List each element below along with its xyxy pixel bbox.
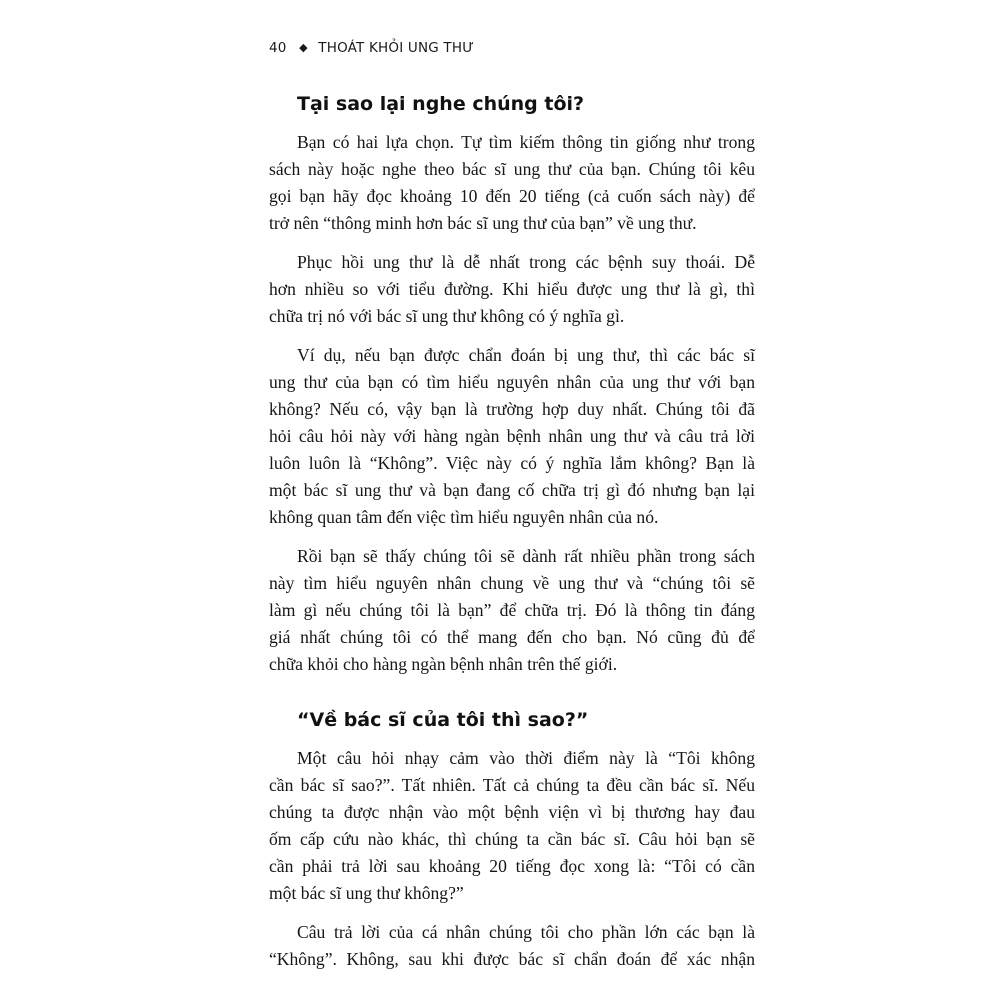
paragraph-line: Rồi bạn sẽ thấy chúng tôi sẽ dành rất nhiều phần trong sách: [297, 546, 755, 566]
book-page: [255, 38, 755, 973]
paragraph-line: cần phải trả lời sau khoảng 20 tiếng đọc xong là: “Tôi có cần: [269, 856, 755, 876]
paragraph: [255, 919, 755, 973]
paragraph-line: Một câu hỏi nhạy cảm vào thời điểm này là “Tôi không: [297, 748, 755, 768]
section-heading: “Về bác sĩ của tôi thì sao?”: [297, 709, 589, 731]
paragraph-line: Câu trả lời của cá nhân chúng tôi cho phần lớn các bạn là: [297, 922, 755, 942]
paragraph-line: chữa khỏi cho hàng ngàn bệnh nhân trên thế giới.: [269, 654, 618, 674]
paragraph-line: giá nhất chúng tôi có thể mang đến cho bạn. Nó cũng đủ để: [269, 627, 755, 647]
diamond-separator-icon: ◆: [299, 41, 308, 54]
paragraph-line: không quan tâm đến việc tìm hiểu nguyên nhân của nó.: [269, 507, 659, 527]
paragraph: [255, 745, 755, 907]
page-number: 40: [269, 40, 287, 56]
paragraph-line: Phục hồi ung thư là dễ nhất trong các bệnh suy thoái. Dễ: [297, 252, 755, 272]
paragraph-line: này tìm hiểu nguyên nhân chung về ung thư và “chúng tôi sẽ: [269, 573, 755, 593]
paragraph-line: chữa trị nó với bác sĩ ung thư không có ý nghĩa gì.: [269, 306, 625, 326]
paragraph-line: luôn luôn là “Không”. Việc này có ý nghĩa lắm không? Bạn là: [269, 453, 755, 473]
paragraph-line: hỏi câu hỏi này với hàng ngàn bệnh nhân ung thư và câu trả lời: [269, 426, 755, 446]
paragraph: [255, 342, 755, 531]
paragraph: [255, 129, 755, 237]
paragraph-line: không? Nếu có, vậy bạn là trường hợp duy nhất. Chúng tôi đã: [269, 399, 755, 419]
book-title: THOÁT KHỎI UNG THƯ: [318, 40, 474, 56]
paragraph-line: sách này hoặc nghe theo bác sĩ ung thư của bạn. Chúng tôi kêu: [269, 159, 755, 179]
paragraph-line: một bác sĩ ung thư và bạn đang cố chữa trị gì đó nhưng bạn lại: [269, 480, 755, 500]
running-head: [255, 38, 755, 58]
paragraph-line: ung thư của bạn có tìm hiểu nguyên nhân của ung thư với bạn: [269, 372, 755, 392]
paragraph: [255, 543, 755, 678]
paragraph-line: trở nên “thông minh hơn bác sĩ ung thư của bạn” về ung thư.: [269, 213, 697, 233]
paragraph: [255, 249, 755, 330]
section-heading: Tại sao lại nghe chúng tôi?: [297, 93, 585, 115]
paragraph-line: Bạn có hai lựa chọn. Tự tìm kiếm thông tin giống như trong: [297, 132, 755, 152]
paragraph-line: hơn nhiều so với tiểu đường. Khi hiểu được ung thư là gì, thì: [269, 279, 755, 299]
paragraph-line: làm gì nếu chúng tôi là bạn” để chữa trị. Đó là thông tin đáng: [269, 600, 755, 620]
paragraph-line: một bác sĩ ung thư không?”: [269, 883, 464, 903]
paragraph-line: chúng ta được nhận vào một bệnh viện vì bị thương hay đau: [269, 802, 755, 822]
paragraph-line: ốm cấp cứu nào khác, thì chúng ta cần bác sĩ. Câu hỏi bạn sẽ: [269, 829, 755, 849]
paragraph-line: Ví dụ, nếu bạn được chẩn đoán bị ung thư, thì các bác sĩ: [297, 345, 755, 365]
paragraph-line: “Không”. Không, sau khi được bác sĩ chẩn đoán để xác nhận: [269, 949, 755, 969]
paragraph-line: cần bác sĩ sao?”. Tất nhiên. Tất cả chúng ta đều cần bác sĩ. Nếu: [269, 775, 755, 795]
paragraph-line: gọi bạn hãy đọc khoảng 10 đến 20 tiếng (cả cuốn sách này) để: [269, 186, 755, 206]
